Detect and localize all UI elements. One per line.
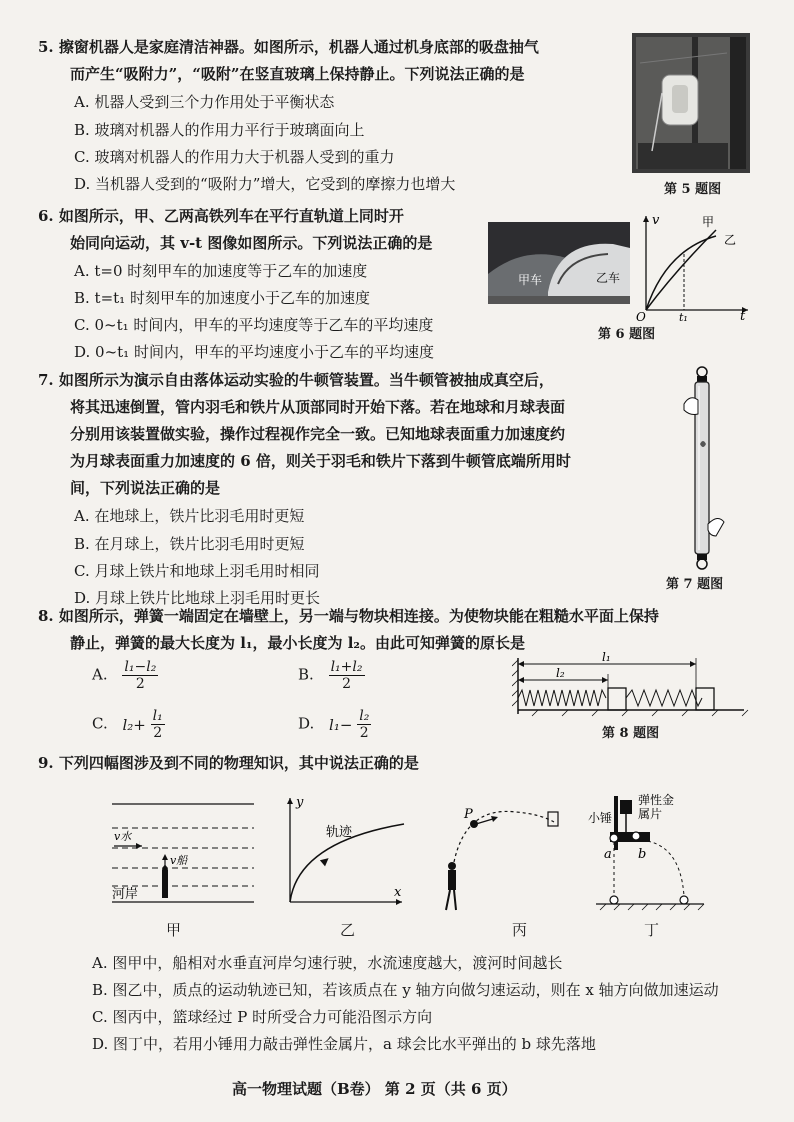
spring-block-figure (512, 652, 752, 720)
b-label: b (638, 847, 647, 862)
q5-stem-line1: 5. 擦窗机器人是家庭清洁神器。如图所示，机器人通过机身底部的吸盘抽气 (38, 38, 539, 56)
trains-photo (488, 222, 630, 304)
q8-option-d (298, 708, 371, 741)
hammer (620, 800, 632, 814)
q8-option-c-fraction (151, 708, 165, 741)
hoop (548, 812, 558, 826)
hammer-label: 小锤 (588, 811, 613, 825)
q6-stem-line2: 始同向运动，其 v-t 图像如图所示。下列说法正确的是 (70, 234, 433, 252)
sheet-label-1: 弹性金 (638, 793, 675, 807)
stretched-spring (626, 690, 702, 706)
q6-option-b: B. t=t₁ 时刻甲车的加速度小于乙车的加速度 (74, 289, 370, 307)
graph-jia-label: 甲 (702, 215, 715, 229)
l2-label: l₂ (556, 666, 565, 680)
graph-t1: t₁ (679, 311, 688, 322)
q8-option-c-letter: C. (92, 714, 108, 733)
window-robot-photo (632, 33, 750, 173)
q7-figure-caption: 第 7 题图 (666, 577, 724, 592)
ball-a (610, 834, 618, 842)
basketball-figure (436, 806, 566, 916)
q8-option-c-prefix: l₂+ (122, 715, 146, 734)
q6-option-a: A. t=0 时刻甲车的加速度等于乙车的加速度 (74, 262, 368, 280)
q8-option-d-fraction (357, 708, 371, 741)
q9-stem: 9. 下列四幅图涉及到不同的物理知识，其中说法正确的是 (38, 754, 419, 772)
ball-b (632, 832, 640, 840)
q8-option-a-fraction (122, 659, 158, 692)
compressed-spring (518, 690, 606, 706)
trajectory-figure (278, 792, 408, 912)
sheet-label-2: 属片 (638, 807, 663, 821)
graph-v-label: v (652, 213, 660, 228)
q8-option-d-prefix: l₁− (329, 715, 353, 734)
q7-stem-line1: 7. 如图所示为演示自由落体运动实验的牛顿管装置。当牛顿管被抽成真空后， (38, 371, 554, 389)
block-near (608, 688, 626, 710)
v-boat-label: v船 (170, 854, 188, 867)
q6-option-d: D. 0~t₁ 时间内，甲车的平均速度小于乙车的平均速度 (74, 343, 434, 361)
q8-figure-caption: 第 8 题图 (602, 726, 660, 741)
river-bank-label: 河岸 (112, 887, 139, 902)
ball-drop-figure (580, 790, 720, 914)
q7-stem-line5: 间，下列说法正确的是 (70, 479, 221, 497)
page-footer: 高一物理试题（B卷） 第 2 页（共 6 页） (232, 1080, 517, 1098)
q6-option-c: C. 0~t₁ 时间内，甲车的平均速度等于乙车的平均速度 (74, 316, 434, 334)
photo-label-yi: 乙车 (596, 271, 621, 285)
q8-option-a-numerator: l₁−l₂ (124, 659, 157, 675)
q5-option-a: A. 机器人受到三个力作用处于平衡状态 (74, 93, 335, 111)
q8-option-c-denominator: 2 (153, 725, 163, 741)
a-label: a (604, 847, 612, 862)
fig-ding-label: 丁 (644, 921, 660, 939)
q7-stem-line4: 为月球表面重力加速度的 6 倍，则关于羽毛和铁片下落到牛顿管底端所用时 (70, 452, 571, 470)
q7-stem-line3: 分别用该装置做实验，操作过程视作完全一致。已知地球表面重力加速度约 (70, 425, 566, 443)
q8-option-b-numerator: l₁+l₂ (330, 659, 363, 675)
q8-option-a-denominator: 2 (135, 676, 145, 692)
p-label: P (464, 807, 473, 822)
block-far (696, 688, 714, 710)
q5-option-b: B. 玻璃对机器人的作用力平行于玻璃面向上 (74, 121, 365, 139)
q8-option-d-letter: D. (298, 714, 315, 733)
fig-yi-label: 乙 (340, 921, 356, 939)
q8-option-b-denominator: 2 (342, 676, 351, 692)
q5-option-d: D. 当机器人受到的“吸附力”增大，它受到的摩擦力也增大 (74, 175, 456, 193)
q5-option-c: C. 玻璃对机器人的作用力大于机器人受到的重力 (74, 148, 395, 166)
q6-figure-caption: 第 6 题图 (598, 327, 656, 342)
q8-stem-line2: 静止，弹簧的最大长度为 l₁，最小长度为 l₂。由此可知弹簧的原长是 (70, 634, 525, 652)
graph-yi-label: 乙 (724, 233, 737, 247)
river-crossing-figure (108, 798, 258, 910)
q8-option-d-numerator: l₂ (359, 708, 370, 724)
q8-option-a (92, 659, 158, 692)
q9-option-a: A. 图甲中，船相对水垂直河岸匀速行驶，水流速度越大，渡河时间越长 (92, 954, 563, 972)
q9-option-b: B. 图乙中，质点的运动轨迹已知，若该质点在 y 轴方向做匀速运动，则在 x 轴方向做加速运动 (92, 981, 719, 999)
q8-option-a-letter: A. (92, 665, 108, 684)
graph-origin: O (636, 310, 646, 322)
q7-option-d: D. 月球上铁片比地球上羽毛用时更长 (74, 589, 321, 607)
q7-option-c: C. 月球上铁片和地球上羽毛用时相同 (74, 562, 320, 580)
q5-figure-caption: 第 5 题图 (664, 182, 722, 197)
y-axis-label: y (296, 795, 304, 810)
l1-label: l₁ (602, 652, 611, 664)
q9-option-d: D. 图丁中，若用小锤用力敲击弹性金属片，a 球会比水平弹出的 b 球先落地 (92, 1035, 596, 1053)
fig-bing-label: 丙 (512, 921, 528, 939)
q8-option-c (92, 708, 165, 741)
graph-t-label: t (740, 309, 746, 322)
yi-curve (646, 236, 716, 310)
jia-curve (646, 230, 716, 310)
q6-stem-line1: 6. 如图所示，甲、乙两高铁列车在平行直轨道上同时开 (38, 207, 404, 225)
v-water-label: v水 (114, 830, 132, 843)
trajectory-label: 轨迹 (326, 825, 353, 840)
fig-jia-label: 甲 (166, 921, 182, 939)
q7-option-a: A. 在地球上，铁片比羽毛用时更短 (74, 507, 305, 525)
newton-tube-figure (676, 364, 726, 572)
player (448, 870, 456, 890)
q8-option-b-fraction (329, 659, 365, 692)
q7-option-b: B. 在月球上，铁片比羽毛用时更短 (74, 535, 305, 553)
vt-graph (636, 210, 756, 322)
q7-stem-line2: 将其迅速倒置，管内羽毛和铁片从顶部同时开始下落。若在地球和月球表面 (70, 398, 566, 416)
q5-stem-line2: 而产生“吸附力”，“吸附”在竖直玻璃上保持静止。下列说法正确的是 (70, 65, 525, 83)
x-axis-label: x (394, 885, 402, 900)
q8-option-c-numerator: l₁ (152, 708, 163, 724)
q8-option-b (298, 659, 365, 692)
photo-label-jia: 甲车 (518, 273, 543, 287)
q8-stem-line1: 8. 如图所示，弹簧一端固定在墙壁上，另一端与物块相连接。为使物块能在粗糙水平面上保持 (38, 607, 659, 625)
q9-option-c: C. 图丙中，篮球经过 P 时所受合力可能沿图示方向 (92, 1008, 433, 1026)
q8-option-b-letter: B. (298, 665, 314, 684)
q8-option-d-denominator: 2 (359, 725, 369, 741)
